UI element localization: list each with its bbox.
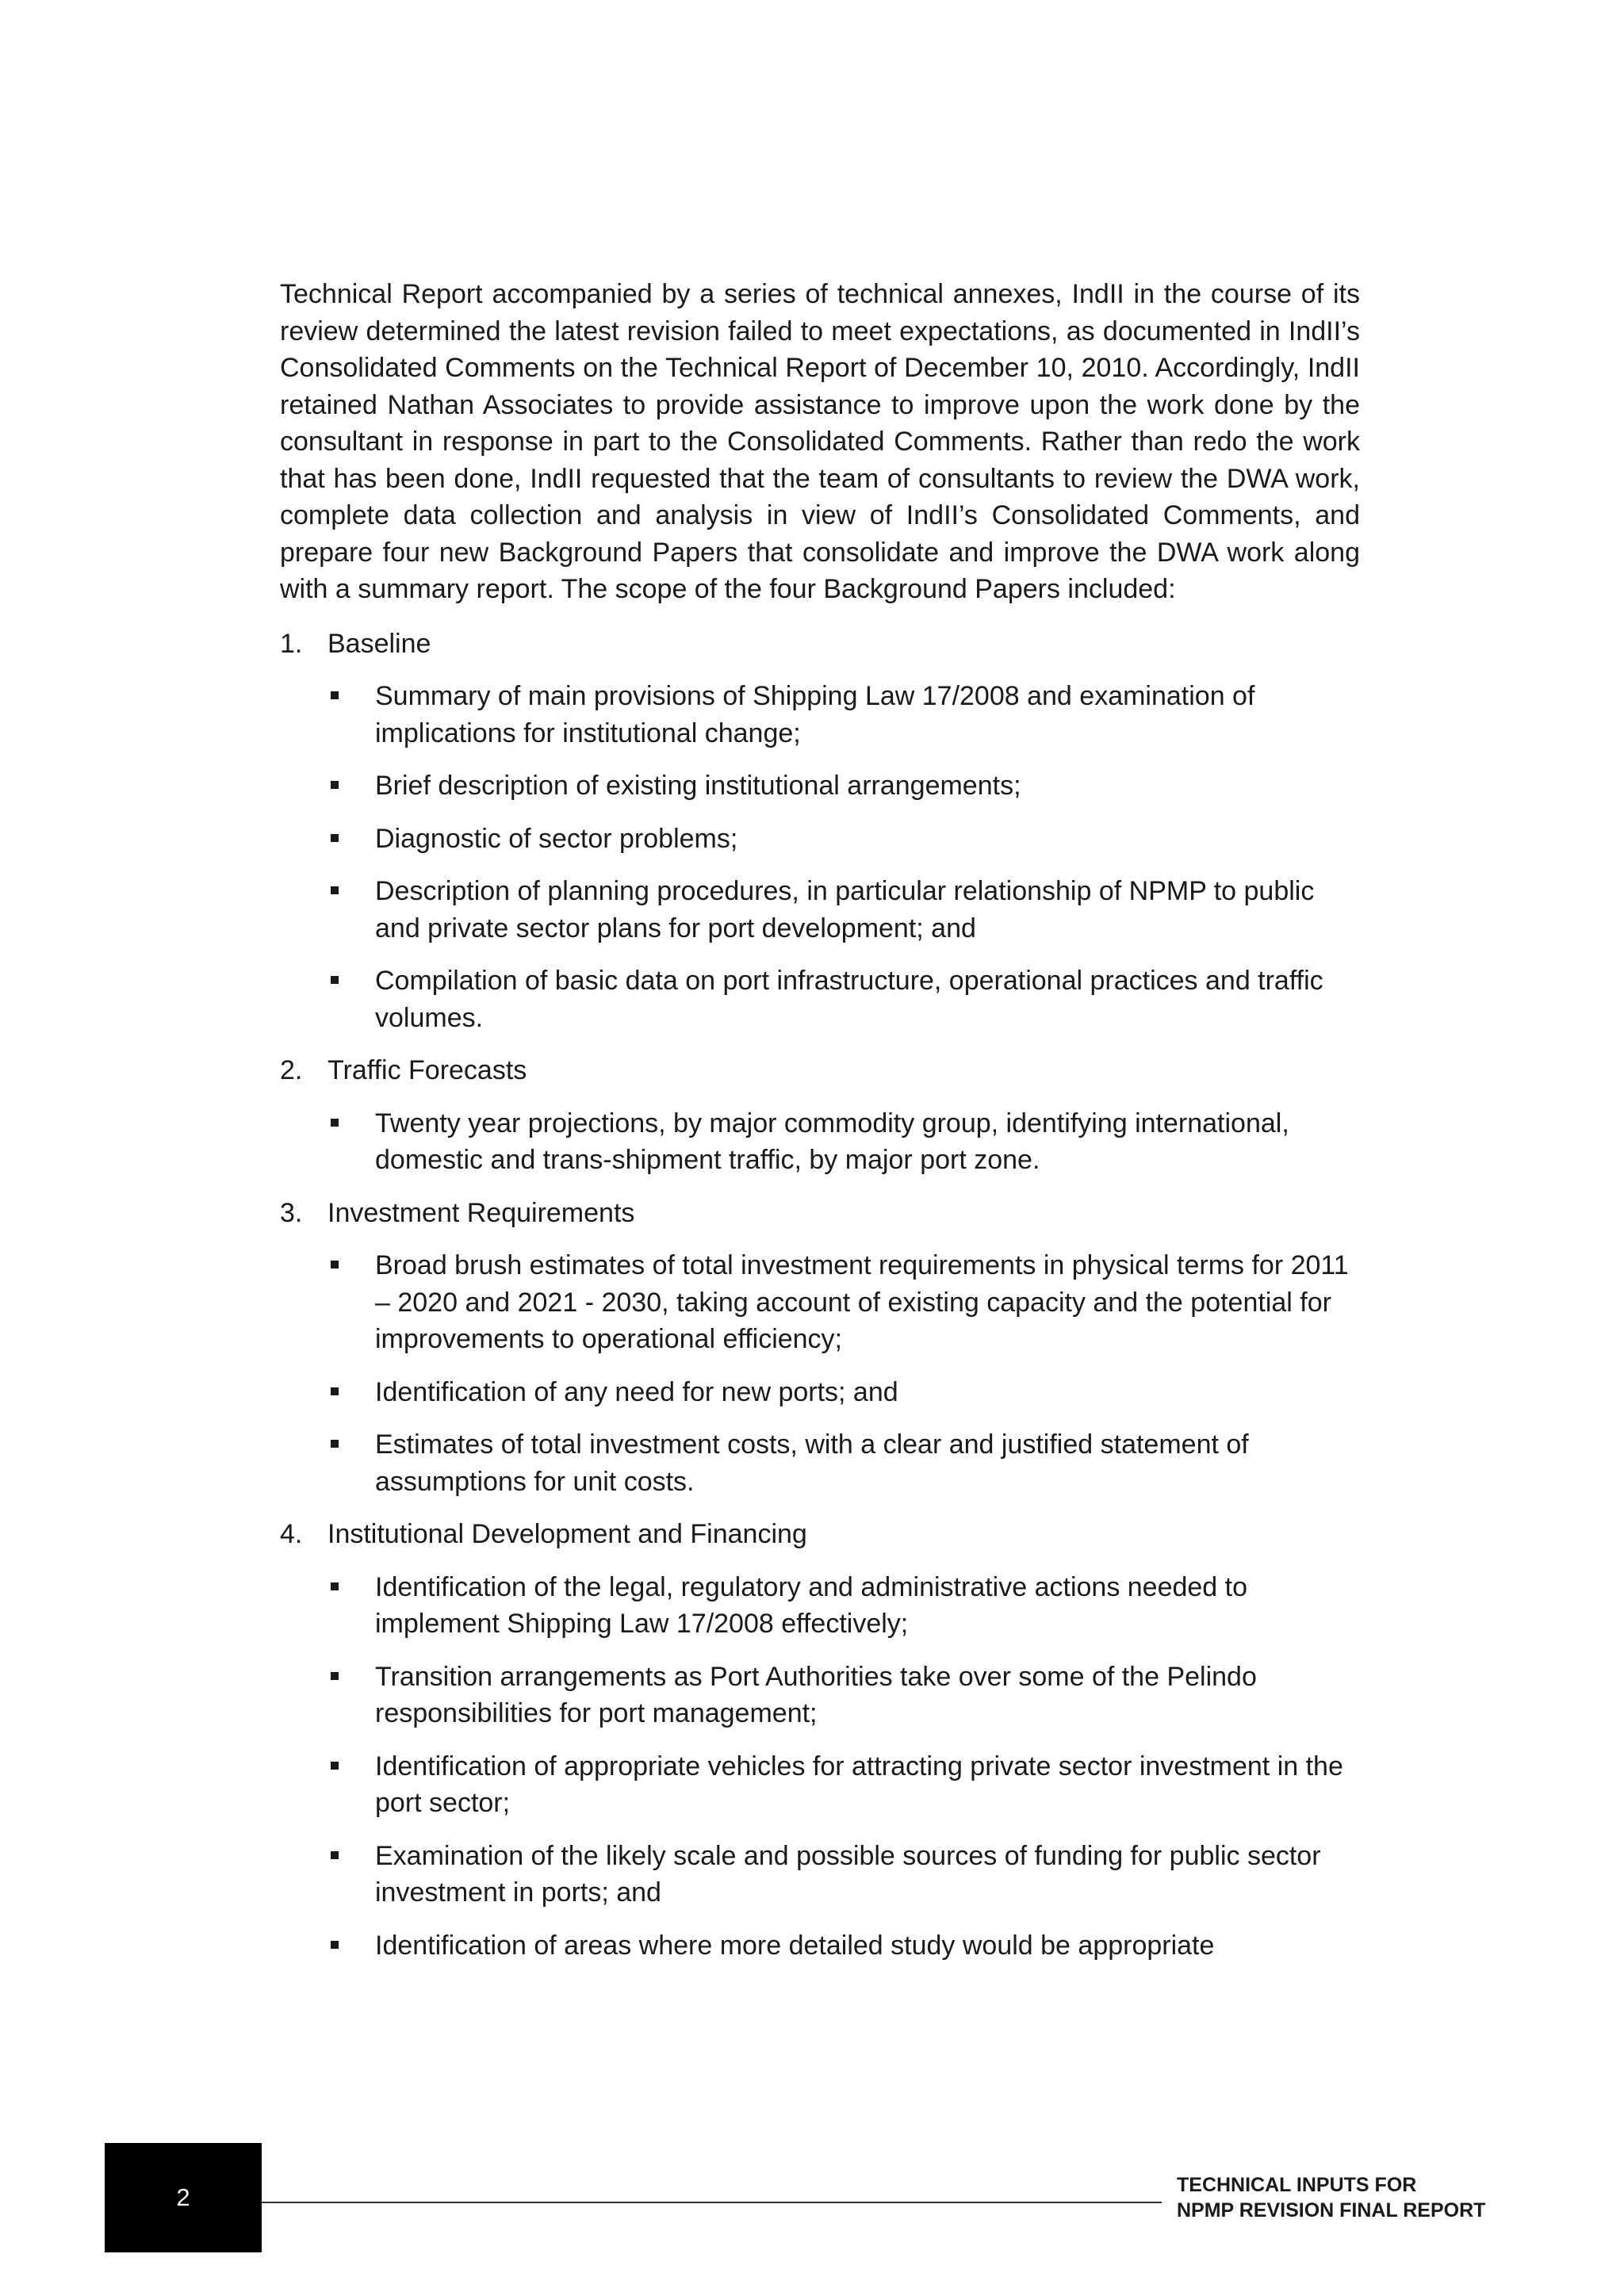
section-heading: [280, 1052, 1360, 1089]
section-title: Traffic Forecasts: [327, 1055, 527, 1085]
section-item: [280, 1516, 1360, 1964]
section-title: Investment Requirements: [327, 1197, 635, 1228]
bullet-item: [280, 1659, 1360, 1732]
section-heading: [280, 1195, 1360, 1232]
bullet-text: Description of planning procedures, in particular relationship of NPMP to public and private sector plans for port development; and: [375, 876, 1315, 943]
square-bullet-icon: [280, 962, 375, 1036]
bullet-text: Transition arrangements as Port Authorities take over some of the Pelindo responsibilities for port management;: [375, 1661, 1257, 1728]
bullet-item: [280, 962, 1360, 1036]
section-number: 4.: [280, 1519, 303, 1549]
bullet-text: Identification of areas where more detailed study would be appropriate: [375, 1930, 1215, 1961]
bullet-text: Identification of appropriate vehicles for attracting private sector investment in the port sector;: [375, 1751, 1343, 1818]
section-number: 1.: [280, 628, 303, 659]
square-bullet-icon: [280, 1659, 375, 1732]
bullet-item: [280, 767, 1360, 805]
section-item: [280, 1195, 1360, 1501]
document-body: [280, 276, 1360, 1980]
section-heading: [280, 626, 1360, 663]
square-bullet-icon: [280, 1374, 375, 1411]
square-bullet-icon: [280, 1569, 375, 1643]
bullet-text: Examination of the likely scale and possible sources of funding for public sector investment in ports; and: [375, 1840, 1321, 1908]
bullet-text: Identification of any need for new ports; and: [375, 1376, 898, 1407]
bullet-text: Broad brush estimates of total investment requirements in physical terms for 2011 – 2020 and 2021 - 2030, taking account of existing capacity and the potential for improvements to operational efficiency;: [375, 1250, 1349, 1354]
bullet-item: [280, 1105, 1360, 1179]
bullet-text: Compilation of basic data on port infrastructure, operational practices and traffic volumes.: [375, 966, 1323, 1033]
bullet-text: Twenty year projections, by major commodity group, identifying international, domestic and trans-shipment traffic, by major port zone.: [375, 1108, 1289, 1175]
footer-divider: [262, 2202, 1162, 2203]
square-bullet-icon: [280, 821, 375, 858]
square-bullet-icon: [280, 1838, 375, 1911]
section-number: 3.: [280, 1197, 303, 1228]
section-item: [280, 1052, 1360, 1179]
bullet-text: Summary of main provisions of Shipping Law 17/2008 and examination of implications for institutional change;: [375, 681, 1255, 748]
footer-title-line-1: TECHNICAL INPUTS FOR: [1177, 2174, 1417, 2196]
background-papers-list: [280, 626, 1360, 1965]
bullet-text: Brief description of existing institutional arrangements;: [375, 771, 1021, 801]
bullet-item: [280, 678, 1360, 752]
square-bullet-icon: [280, 1247, 375, 1358]
section-title: Institutional Development and Financing: [327, 1519, 807, 1549]
bullet-item: [280, 1927, 1360, 1965]
bullet-item: [280, 1426, 1360, 1500]
square-bullet-icon: [280, 1105, 375, 1179]
bullet-text: Identification of the legal, regulatory and administrative actions needed to implement Shipping Law 17/2008 effectively;: [375, 1571, 1248, 1639]
footer-report-title: [1177, 2172, 1485, 2223]
bullet-list: [280, 1105, 1360, 1179]
page-number-box: [105, 2143, 262, 2252]
bullet-item: [280, 873, 1360, 947]
bullet-item: [280, 1748, 1360, 1822]
square-bullet-icon: [280, 873, 375, 947]
bullet-list: [280, 678, 1360, 1036]
bullet-item: [280, 821, 1360, 858]
section-item: [280, 626, 1360, 1037]
footer-title-line-2: NPMP REVISION FINAL REPORT: [1177, 2199, 1486, 2221]
bullet-item: [280, 1569, 1360, 1643]
square-bullet-icon: [280, 1426, 375, 1500]
page-number: 2: [176, 2183, 190, 2211]
section-number: 2.: [280, 1055, 303, 1085]
section-heading: [280, 1516, 1360, 1553]
bullet-item: [280, 1374, 1360, 1411]
bullet-text: Estimates of total investment costs, with a clear and justified statement of assumptions for unit costs.: [375, 1429, 1249, 1497]
bullet-list: [280, 1569, 1360, 1965]
bullet-list: [280, 1247, 1360, 1500]
bullet-item: [280, 1838, 1360, 1911]
square-bullet-icon: [280, 1748, 375, 1822]
intro-paragraph: Technical Report accompanied by a series of technical annexes, IndII in the course of its review determined the latest revision failed to meet expectations, as documented in IndII’s Consolidated Comments on the Technical Report of December 10, 2010. Accordingly, IndII retained Nathan Associates to provide assistance to improve upon the work done by the consultant in response in part to the Consolidated Comments. Rather than redo the work that has been done, IndII requested that the team of consultants to review the DWA work, complete data collection and analysis in view of IndII’s Consolidated Comments, and prepare four new Background Papers that consolidate and improve the DWA work along with a summary report. The scope of the four Background Papers included:: [280, 279, 1360, 604]
bullet-item: [280, 1247, 1360, 1358]
square-bullet-icon: [280, 767, 375, 805]
square-bullet-icon: [280, 1927, 375, 1965]
bullet-text: Diagnostic of sector problems;: [375, 823, 738, 854]
square-bullet-icon: [280, 678, 375, 752]
section-title: Baseline: [327, 628, 431, 659]
